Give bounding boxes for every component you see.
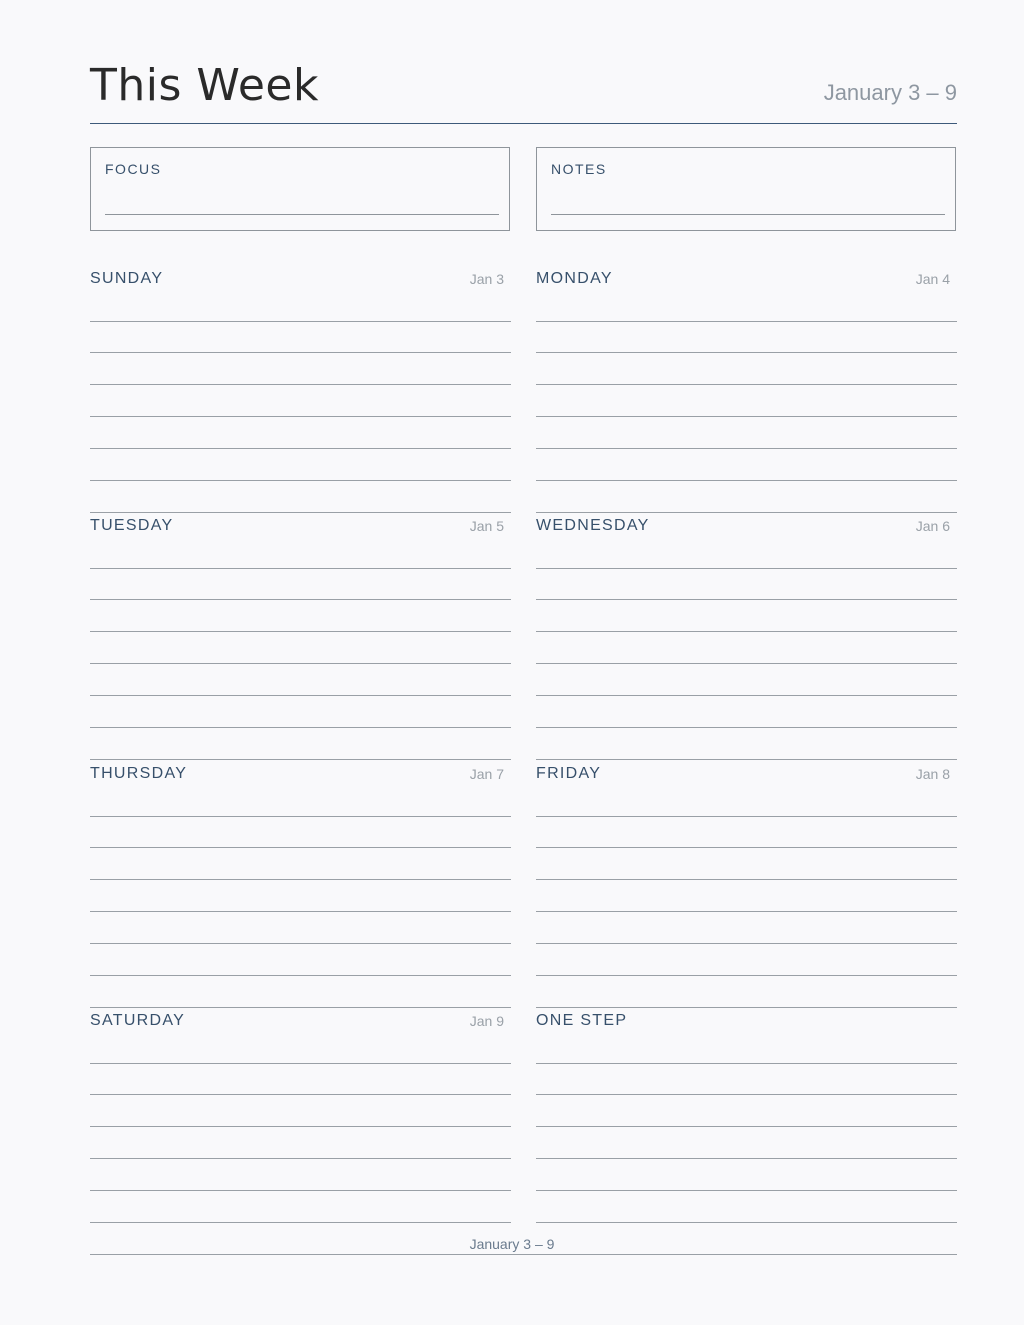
writing-line: [536, 1063, 957, 1064]
header-divider: [90, 123, 957, 124]
writing-line: [90, 975, 511, 976]
writing-line: [90, 416, 511, 417]
writing-line: [536, 975, 957, 976]
writing-line: [536, 416, 957, 417]
notes-box[interactable]: [536, 147, 956, 231]
writing-line: [536, 816, 957, 817]
notes-write-line: [551, 214, 945, 215]
writing-line: [536, 879, 957, 880]
footer-divider: [90, 1254, 957, 1255]
page-title: This Week: [90, 60, 319, 111]
writing-line: [536, 1222, 957, 1223]
day-header: [90, 1012, 511, 1034]
writing-line: [536, 695, 957, 696]
day-name: WEDNESDAY: [536, 517, 650, 534]
writing-line: [90, 816, 511, 817]
day-date: Jan 8: [915, 766, 950, 782]
writing-line: [536, 727, 957, 728]
writing-line: [90, 1190, 511, 1191]
writing-line: [536, 352, 957, 353]
writing-line: [90, 911, 511, 912]
day-name: SATURDAY: [90, 1012, 186, 1029]
notes-label: NOTES: [551, 161, 607, 177]
day-name: FRIDAY: [536, 765, 602, 782]
writing-line: [90, 879, 511, 880]
day-header: [536, 270, 957, 292]
writing-line: [90, 384, 511, 385]
writing-line: [536, 1094, 957, 1095]
writing-line: [90, 1222, 511, 1223]
day-header: [536, 765, 957, 787]
writing-line: [90, 943, 511, 944]
writing-line: [90, 847, 511, 848]
day-name: SUNDAY: [90, 270, 164, 287]
day-date: Jan 7: [469, 766, 504, 782]
day-date: Jan 5: [469, 518, 504, 534]
day-name: THURSDAY: [90, 765, 188, 782]
writing-line: [90, 727, 511, 728]
focus-box[interactable]: [90, 147, 510, 231]
writing-line: [90, 1094, 511, 1095]
writing-line: [536, 1126, 957, 1127]
writing-line: [536, 599, 957, 600]
writing-line: [536, 631, 957, 632]
writing-line: [90, 695, 511, 696]
writing-line: [90, 1126, 511, 1127]
writing-line: [536, 1007, 957, 1008]
day-date: Jan 9: [469, 1013, 504, 1029]
writing-line: [90, 568, 511, 569]
writing-line: [536, 321, 957, 322]
day-header: [536, 517, 957, 539]
day-date: Jan 6: [915, 518, 950, 534]
day-header: [90, 517, 511, 539]
writing-line: [536, 448, 957, 449]
focus-label: FOCUS: [105, 161, 162, 177]
writing-line: [536, 847, 957, 848]
header-date-range: January 3 – 9: [823, 80, 957, 105]
writing-line: [90, 663, 511, 664]
day-name: TUESDAY: [90, 517, 174, 534]
writing-line: [536, 1190, 957, 1191]
writing-line: [90, 480, 511, 481]
writing-line: [90, 1158, 511, 1159]
day-date: Jan 4: [915, 271, 950, 287]
writing-line: [536, 663, 957, 664]
day-date: Jan 3: [469, 271, 504, 287]
writing-line: [536, 480, 957, 481]
day-name: MONDAY: [536, 270, 613, 287]
writing-line: [536, 1158, 957, 1159]
writing-line: [90, 321, 511, 322]
writing-line: [536, 384, 957, 385]
writing-line: [536, 568, 957, 569]
writing-line: [90, 631, 511, 632]
day-header: [90, 765, 511, 787]
writing-line: [90, 512, 511, 513]
writing-line: [90, 1007, 511, 1008]
day-header: [90, 270, 511, 292]
writing-line: [536, 759, 957, 760]
writing-line: [90, 352, 511, 353]
day-header: [536, 1012, 957, 1034]
day-name: ONE STEP: [536, 1012, 628, 1029]
writing-line: [90, 1063, 511, 1064]
writing-line: [536, 911, 957, 912]
writing-line: [536, 512, 957, 513]
footer-date-range: January 3 – 9: [469, 1236, 555, 1252]
writing-line: [90, 599, 511, 600]
writing-line: [90, 759, 511, 760]
writing-line: [536, 943, 957, 944]
writing-line: [90, 448, 511, 449]
focus-write-line: [105, 214, 499, 215]
